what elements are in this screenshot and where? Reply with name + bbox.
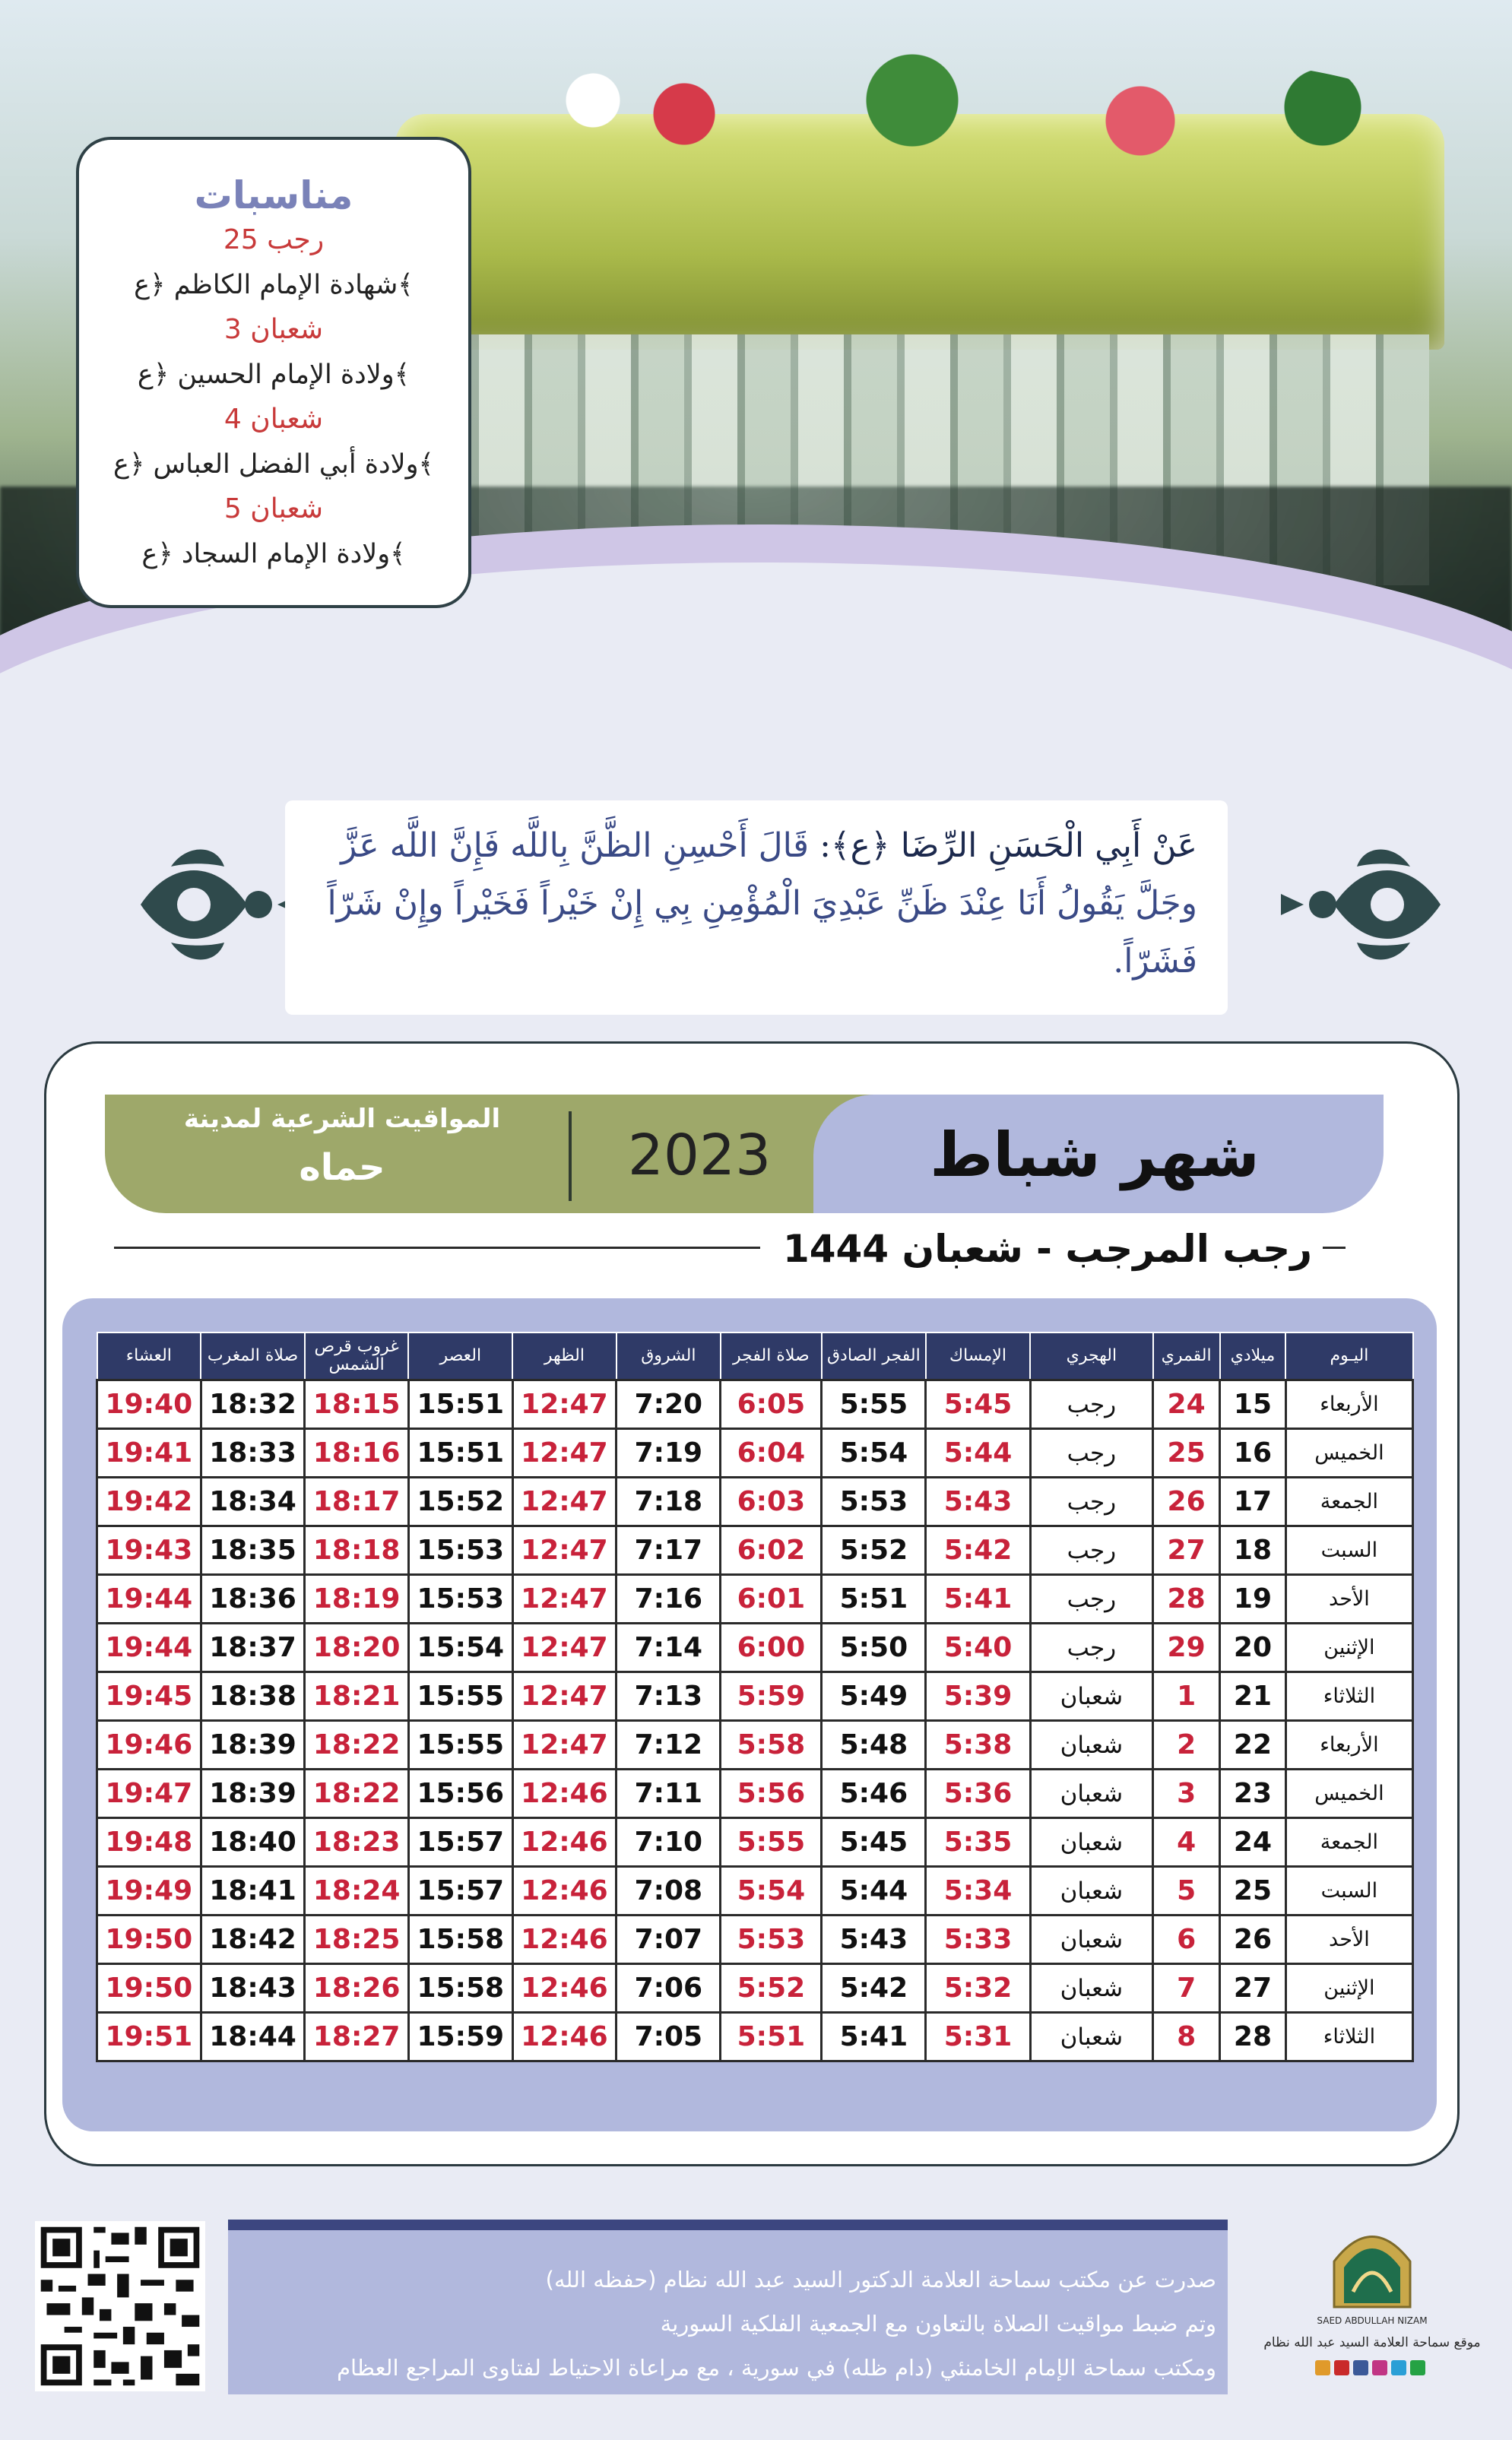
- table-row: [97, 1624, 1413, 1672]
- table-cell: 18:16: [305, 1429, 409, 1478]
- table-cell: 1: [1153, 1672, 1220, 1721]
- table-cell: 12:47: [512, 1721, 617, 1770]
- table-cell: 12:47: [512, 1478, 617, 1526]
- occasions-title: مناسبات: [194, 173, 353, 217]
- col-sunrise: الشروق: [617, 1332, 721, 1380]
- telegram-icon[interactable]: [1391, 2360, 1406, 2375]
- col-isha: العشاء: [97, 1332, 201, 1380]
- table-cell: 18:34: [201, 1478, 305, 1526]
- table-cell: شعبان: [1030, 1916, 1153, 1964]
- footer-line: وتم ضبط مواقيت الصلاة بالتعاون مع الجمعية الفلكية السورية: [660, 2311, 1216, 2337]
- table-cell: 7:11: [617, 1770, 721, 1818]
- qr-code-icon[interactable]: [35, 2221, 205, 2391]
- table-cell: 19:49: [97, 1867, 201, 1916]
- table-cell: 5:52: [721, 1964, 822, 2013]
- table-cell: الإثنين: [1285, 1624, 1412, 1672]
- table-cell: 15:58: [408, 1916, 512, 1964]
- hadith-box: [285, 800, 1228, 1015]
- col-lunar: القمري: [1153, 1332, 1220, 1380]
- city-label: المواقيت الشرعية لمدينة: [183, 1104, 501, 1134]
- table-cell: 15:53: [408, 1526, 512, 1575]
- table-cell: 18:21: [305, 1672, 409, 1721]
- table-cell: 5:55: [721, 1818, 822, 1867]
- table-row: [97, 1964, 1413, 2013]
- occasion-event: ولادة الإمام السجاد ﴿ع﴾: [141, 539, 406, 569]
- occasions-box: [76, 137, 471, 608]
- city-name: حماه: [299, 1146, 385, 1189]
- table-cell: 6: [1153, 1916, 1220, 1964]
- table-cell: 7:12: [617, 1721, 721, 1770]
- table-cell: الخميس: [1285, 1770, 1412, 1818]
- table-cell: 16: [1220, 1429, 1286, 1478]
- table-cell: شعبان: [1030, 1867, 1153, 1916]
- table-cell: 12:46: [512, 1964, 617, 2013]
- footer-line: ومكتب سماحة الإمام الخامنئي (دام ظله) في سورية ، مع مراعاة الاحتياط لفتاوى المراجع العظام: [337, 2355, 1216, 2381]
- table-cell: 5:54: [721, 1867, 822, 1916]
- table-cell: 24: [1153, 1380, 1220, 1429]
- table-row: [97, 1575, 1413, 1624]
- table-cell: 19:50: [97, 1964, 201, 2013]
- occasion-event: ولادة الإمام الحسين ﴿ع﴾: [137, 360, 410, 390]
- table-cell: 5:55: [822, 1380, 926, 1429]
- table-cell: 18:26: [305, 1964, 409, 2013]
- table-cell: 22: [1220, 1721, 1286, 1770]
- table-cell: 5:53: [822, 1478, 926, 1526]
- table-row: [97, 1380, 1413, 1429]
- table-cell: 5:41: [822, 2013, 926, 2061]
- table-cell: 7: [1153, 1964, 1220, 2013]
- table-cell: رجب: [1030, 1429, 1153, 1478]
- footer-line: صدرت عن مكتب سماحة العلامة الدكتور السيد عبد الله نظام (حفظه الله): [545, 2267, 1216, 2293]
- table-cell: 18:44: [201, 2013, 305, 2061]
- table-cell: 7:08: [617, 1867, 721, 1916]
- whatsapp-icon[interactable]: [1410, 2360, 1425, 2375]
- table-cell: 7:18: [617, 1478, 721, 1526]
- table-cell: شعبان: [1030, 2013, 1153, 2061]
- table-cell: 15:57: [408, 1867, 512, 1916]
- occasion-date: 5 شعبان: [223, 493, 324, 524]
- table-cell: 6:04: [721, 1429, 822, 1478]
- table-cell: 7:20: [617, 1380, 721, 1429]
- table-cell: 5:51: [822, 1575, 926, 1624]
- table-cell: 18: [1220, 1526, 1286, 1575]
- table-cell: 5:36: [926, 1770, 1030, 1818]
- table-body: [97, 1380, 1413, 2061]
- table-cell: 15:51: [408, 1429, 512, 1478]
- table-cell: 24: [1220, 1818, 1286, 1867]
- table-cell: شعبان: [1030, 1770, 1153, 1818]
- table-cell: 15:56: [408, 1770, 512, 1818]
- table-cell: الأربعاء: [1285, 1380, 1412, 1429]
- footer-text: [243, 2258, 1216, 2390]
- table-row: [97, 1770, 1413, 1818]
- table-cell: 19:41: [97, 1429, 201, 1478]
- table-cell: 18:41: [201, 1867, 305, 1916]
- table-cell: 5:53: [721, 1916, 822, 1964]
- table-cell: 18:42: [201, 1916, 305, 1964]
- table-cell: 12:47: [512, 1672, 617, 1721]
- table-cell: شعبان: [1030, 1721, 1153, 1770]
- header-divider: [569, 1111, 572, 1201]
- table-cell: رجب: [1030, 1478, 1153, 1526]
- table-cell: رجب: [1030, 1526, 1153, 1575]
- table-cell: الجمعة: [1285, 1818, 1412, 1867]
- hijri-months-title: رجب المرجب - شعبان 1444: [760, 1227, 1323, 1271]
- table-cell: الإثنين: [1285, 1964, 1412, 2013]
- table-cell: 6:05: [721, 1380, 822, 1429]
- table-cell: 19:40: [97, 1380, 201, 1429]
- table-cell: 12:46: [512, 2013, 617, 2061]
- table-cell: 20: [1220, 1624, 1286, 1672]
- table-cell: 7:14: [617, 1624, 721, 1672]
- table-cell: 18:27: [305, 2013, 409, 2061]
- table-cell: 18:19: [305, 1575, 409, 1624]
- table-row: [97, 1478, 1413, 1526]
- table-cell: 26: [1153, 1478, 1220, 1526]
- table-cell: 7:16: [617, 1575, 721, 1624]
- table-row: [97, 1526, 1413, 1575]
- table-cell: 15:52: [408, 1478, 512, 1526]
- table-cell: 19:47: [97, 1770, 201, 1818]
- table-cell: 15: [1220, 1380, 1286, 1429]
- table-cell: 18:24: [305, 1867, 409, 1916]
- table-cell: 6:01: [721, 1575, 822, 1624]
- table-cell: 12:47: [512, 1526, 617, 1575]
- table-cell: الخميس: [1285, 1429, 1412, 1478]
- table-row: [97, 1672, 1413, 1721]
- table-cell: 29: [1153, 1624, 1220, 1672]
- table-cell: 5:43: [822, 1916, 926, 1964]
- month-title: شهر شباط: [930, 1120, 1260, 1190]
- table-cell: 18:36: [201, 1575, 305, 1624]
- table-cell: شعبان: [1030, 1964, 1153, 2013]
- col-dhuhr: الظهر: [512, 1332, 617, 1380]
- table-cell: 5:45: [926, 1380, 1030, 1429]
- table-cell: 18:43: [201, 1964, 305, 2013]
- table-cell: 12:46: [512, 1916, 617, 1964]
- table-cell: 5:44: [926, 1429, 1030, 1478]
- table-cell: 18:23: [305, 1818, 409, 1867]
- table-cell: 15:54: [408, 1624, 512, 1672]
- table-cell: 18:39: [201, 1721, 305, 1770]
- table-cell: 5:34: [926, 1867, 1030, 1916]
- table-cell: الثلاثاء: [1285, 1672, 1412, 1721]
- table-cell: 5:35: [926, 1818, 1030, 1867]
- table-cell: رجب: [1030, 1575, 1153, 1624]
- table-cell: 18:40: [201, 1818, 305, 1867]
- table-cell: 12:47: [512, 1624, 617, 1672]
- table-cell: السبت: [1285, 1867, 1412, 1916]
- table-cell: 19: [1220, 1575, 1286, 1624]
- table-cell: 15:58: [408, 1964, 512, 2013]
- table-row: [97, 1429, 1413, 1478]
- table-cell: 7:13: [617, 1672, 721, 1721]
- logo-caption: موقع سماحة العلامة السيد عبد الله نظام: [1263, 2335, 1481, 2350]
- table-cell: 15:55: [408, 1672, 512, 1721]
- table-cell: 5:49: [822, 1672, 926, 1721]
- table-cell: 28: [1220, 2013, 1286, 2061]
- table-cell: 3: [1153, 1770, 1220, 1818]
- table-row: [97, 1916, 1413, 1964]
- table-cell: 5:41: [926, 1575, 1030, 1624]
- table-cell: 5:39: [926, 1672, 1030, 1721]
- table-cell: 15:53: [408, 1575, 512, 1624]
- table-cell: 15:51: [408, 1380, 512, 1429]
- table-cell: 18:18: [305, 1526, 409, 1575]
- table-cell: 18:39: [201, 1770, 305, 1818]
- table-cell: 5:38: [926, 1721, 1030, 1770]
- table-cell: الأحد: [1285, 1575, 1412, 1624]
- instagram-icon[interactable]: [1372, 2360, 1387, 2375]
- table-cell: الجمعة: [1285, 1478, 1412, 1526]
- table-cell: 8: [1153, 2013, 1220, 2061]
- table-cell: 19:50: [97, 1916, 201, 1964]
- left-ornament-icon: [125, 829, 308, 981]
- table-cell: 5: [1153, 1867, 1220, 1916]
- col-imsak: الإمساك: [926, 1332, 1030, 1380]
- table-cell: 18:22: [305, 1770, 409, 1818]
- table-row: [97, 1867, 1413, 1916]
- occasion-event: شهادة الإمام الكاظم ﴿ع﴾: [134, 270, 414, 300]
- table-cell: 7:07: [617, 1916, 721, 1964]
- table-cell: 18:35: [201, 1526, 305, 1575]
- table-cell: 5:46: [822, 1770, 926, 1818]
- footer-stripe: [228, 2220, 1228, 2230]
- table-cell: 18:25: [305, 1916, 409, 1964]
- table-cell: 25: [1153, 1429, 1220, 1478]
- table-cell: 12:46: [512, 1867, 617, 1916]
- logo-latin: SAED ABDULLAH NIZAM: [1317, 2315, 1428, 2326]
- table-cell: 28: [1153, 1575, 1220, 1624]
- table-cell: 6:00: [721, 1624, 822, 1672]
- table-cell: 5:40: [926, 1624, 1030, 1672]
- table-cell: 18:38: [201, 1672, 305, 1721]
- occasion-date: 3 شعبان: [223, 314, 324, 345]
- table-cell: 4: [1153, 1818, 1220, 1867]
- table-cell: 5:52: [822, 1526, 926, 1575]
- table-cell: 19:51: [97, 2013, 201, 2061]
- table-cell: السبت: [1285, 1526, 1412, 1575]
- table-cell: 7:10: [617, 1818, 721, 1867]
- table-row: [97, 1721, 1413, 1770]
- table-cell: 23: [1220, 1770, 1286, 1818]
- table-cell: 12:46: [512, 1770, 617, 1818]
- table-cell: رجب: [1030, 1380, 1153, 1429]
- table-cell: 18:20: [305, 1624, 409, 1672]
- facebook-icon[interactable]: [1353, 2360, 1368, 2375]
- table-cell: 19:43: [97, 1526, 201, 1575]
- table-cell: 12:47: [512, 1575, 617, 1624]
- table-cell: 5:59: [721, 1672, 822, 1721]
- table-cell: 18:22: [305, 1721, 409, 1770]
- table-cell: 5:43: [926, 1478, 1030, 1526]
- table-cell: 5:58: [721, 1721, 822, 1770]
- table-cell: 19:46: [97, 1721, 201, 1770]
- table-cell: 18:33: [201, 1429, 305, 1478]
- table-cell: 5:33: [926, 1916, 1030, 1964]
- col-sunset: غروب قرص الشمس: [305, 1332, 409, 1380]
- table-cell: 19:48: [97, 1818, 201, 1867]
- table-header-row: [97, 1332, 1413, 1380]
- table-cell: 5:54: [822, 1429, 926, 1478]
- site-logo: [1247, 2208, 1498, 2394]
- table-cell: 7:05: [617, 2013, 721, 2061]
- table-cell: 5:44: [822, 1867, 926, 1916]
- table-cell: 5:31: [926, 2013, 1030, 2061]
- table-cell: 15:57: [408, 1818, 512, 1867]
- table-cell: 5:48: [822, 1721, 926, 1770]
- table-cell: 5:45: [822, 1818, 926, 1867]
- table-cell: 12:47: [512, 1380, 617, 1429]
- year-label: 2023: [627, 1123, 772, 1188]
- occasion-date: 25 رجب: [223, 224, 325, 255]
- table-cell: 18:15: [305, 1380, 409, 1429]
- col-day: اليـوم: [1285, 1332, 1412, 1380]
- table-cell: 5:56: [721, 1770, 822, 1818]
- table-cell: 19:44: [97, 1575, 201, 1624]
- table-cell: 15:59: [408, 2013, 512, 2061]
- table-cell: 19:44: [97, 1624, 201, 1672]
- table-cell: 15:55: [408, 1721, 512, 1770]
- occasion-event: ولادة أبي الفضل العباس ﴿ع﴾: [113, 449, 434, 480]
- table-cell: 18:37: [201, 1624, 305, 1672]
- table-cell: 5:32: [926, 1964, 1030, 2013]
- table-cell: 6:02: [721, 1526, 822, 1575]
- table-cell: شعبان: [1030, 1672, 1153, 1721]
- table-cell: 27: [1153, 1526, 1220, 1575]
- col-true-dawn: الفجر الصادق: [822, 1332, 926, 1380]
- social-icons: [1315, 2360, 1425, 2375]
- col-asr: العصر: [408, 1332, 512, 1380]
- table-cell: 19:42: [97, 1478, 201, 1526]
- right-ornament-icon: [1273, 829, 1456, 981]
- table-cell: 7:17: [617, 1526, 721, 1575]
- rss-icon[interactable]: [1315, 2360, 1330, 2375]
- table-cell: الثلاثاء: [1285, 2013, 1412, 2061]
- table-cell: 19:45: [97, 1672, 201, 1721]
- table-row: [97, 1818, 1413, 1867]
- col-fajr: صلاة الفجر: [721, 1332, 822, 1380]
- table-cell: 27: [1220, 1964, 1286, 2013]
- table-cell: رجب: [1030, 1624, 1153, 1672]
- prayer-times-table: [96, 1332, 1414, 2062]
- table-cell: 7:06: [617, 1964, 721, 2013]
- table-cell: الأربعاء: [1285, 1721, 1412, 1770]
- table-cell: 5:42: [822, 1964, 926, 2013]
- table-cell: شعبان: [1030, 1818, 1153, 1867]
- table-cell: 18:32: [201, 1380, 305, 1429]
- table-cell: 25: [1220, 1867, 1286, 1916]
- col-hijri: الهجري: [1030, 1332, 1153, 1380]
- col-maghrib: صلاة المغرب: [201, 1332, 305, 1380]
- occasion-date: 4 شعبان: [223, 404, 324, 435]
- table-cell: 5:51: [721, 2013, 822, 2061]
- flowers-decoration: [502, 46, 1414, 182]
- hadith-text: قَالَ أَحْسِنِ الظَّنَّ بِاللَّه فَإِنَّ اللَّه عَزَّ وجَلَّ يَقُولُ أَنَا عِنْدَ ظَنِّ عَبْدِيَ الْمُؤْمِنِ بِي إِنْ خَيْراً فَخَيْراً وإِنْ شَرّاً فَشَرّاً.: [327, 826, 1197, 981]
- table-cell: 12:47: [512, 1429, 617, 1478]
- table-cell: الأحد: [1285, 1916, 1412, 1964]
- table-cell: 21: [1220, 1672, 1286, 1721]
- table-row: [97, 2013, 1413, 2061]
- table-cell: 6:03: [721, 1478, 822, 1526]
- youtube-icon[interactable]: [1334, 2360, 1349, 2375]
- table-cell: 17: [1220, 1478, 1286, 1526]
- table-cell: 18:17: [305, 1478, 409, 1526]
- col-gregorian: ميلادي: [1220, 1332, 1286, 1380]
- hadith-source: عَنْ أَبِي الْحَسَنِ الرِّضَا ﴿ع﴾:: [819, 826, 1197, 865]
- table-cell: 2: [1153, 1721, 1220, 1770]
- table-cell: 7:19: [617, 1429, 721, 1478]
- table-cell: 12:46: [512, 1818, 617, 1867]
- table-cell: 26: [1220, 1916, 1286, 1964]
- table-cell: 5:50: [822, 1624, 926, 1672]
- table-cell: 5:42: [926, 1526, 1030, 1575]
